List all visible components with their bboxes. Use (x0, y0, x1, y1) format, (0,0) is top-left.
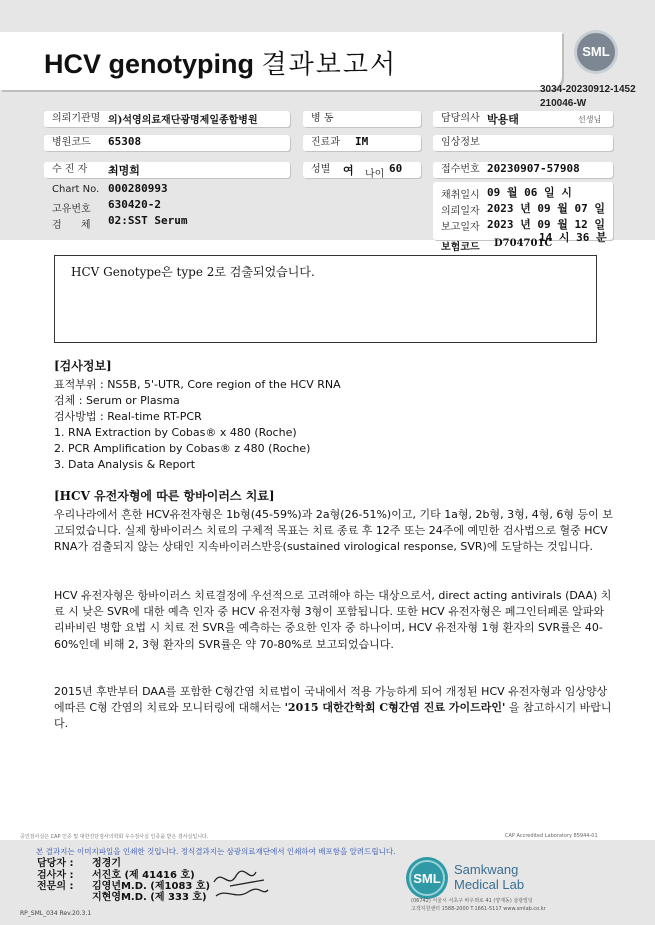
staff-value: 지현영M.D. (제 333 호) (92, 892, 207, 903)
unique-no-value: 630420-2 (108, 198, 161, 211)
department-label: 진료과 (311, 137, 340, 148)
doctor-value: 박용태 (487, 113, 519, 126)
hospital-code-value: 65308 (108, 135, 142, 148)
collection-date-value: 09 월 06 일 시 (487, 186, 572, 199)
receipt-no-value: 20230907-57908 (487, 162, 580, 175)
hospital-code-box (44, 135, 290, 151)
test-info-line: 1. RNA Extraction by Cobas® x 480 (Roche) (54, 426, 297, 439)
staff-label: 담당자 : (37, 858, 74, 869)
receipt-no-label: 접수번호 (441, 164, 480, 175)
clinical-info-label: 임상정보 (441, 137, 480, 148)
result-text: HCV Genotype은 type 2로 검출되었습니다. (71, 265, 315, 279)
ward-box (303, 111, 421, 127)
sex-label: 성별 (311, 164, 331, 175)
form-id: RP_SML_034 Rev.20.3.1 (20, 910, 92, 917)
test-info-line: 표적부위 : NS5B, 5'-UTR, Core region of the HCV RNA (54, 378, 341, 391)
guideline-reference: '2015 대한간학회 C형간염 진료 가이드라인' (284, 701, 506, 715)
staff-value: 서진호 (제 41416 호) (92, 870, 195, 881)
treatment-paragraph-3-a: 2015년 후반부터 DAA를 포함한 C형간염 치료법이 국내에서 적용 가능하게 되어 개정된 HCV 유전자형과 임상양상에따른 C형 간염의 치료와 모니터링에 대해서는 (54, 685, 608, 715)
lab-address: (06742) 서울시 서초구 바우뫼로 41 (양재동) 삼광빌딩 (411, 898, 533, 904)
svg-text:SML: SML (413, 871, 441, 886)
test-info-line: 검사방법 : Real-time RT-PCR (54, 410, 202, 423)
chart-no-label: Chart No. (52, 184, 100, 195)
footer-notice: 본 결과지는 이미지파일을 인쇄한 것입니다. 정식결과지는 삼광의료재단에서 인쇄하여 배포함을 알려드립니다. (36, 847, 396, 856)
report-number-line1: 3034-20230912-1452 (540, 84, 636, 95)
doctor-label: 담당의사 (441, 113, 480, 124)
chart-no-value: 000280993 (108, 182, 168, 195)
report-title (44, 44, 397, 81)
collection-date-label: 채취일시 (441, 190, 480, 201)
examinee-label: 수 진 자 (52, 164, 88, 175)
request-date-value: 2023 년 09 월 07 일 (487, 202, 605, 215)
specimen-value: 02:SST Serum (108, 214, 188, 227)
report-number (540, 83, 636, 111)
test-info-line: 2. PCR Amplification by Cobas® z 480 (Roche) (54, 442, 311, 455)
signature-mark (210, 862, 272, 902)
staff-label: 검사자 : (37, 870, 74, 881)
lab-phone: 고객지원센터 1588-2000 T.1661-5117 www.smlab.co.kr (411, 906, 546, 912)
specimen-label: 검 체 (52, 220, 99, 231)
test-info-line: 검체 : Serum or Plasma (54, 394, 180, 407)
insurance-code-value: D704701C (494, 238, 553, 249)
lab-name-line1: Samkwang (454, 862, 519, 877)
test-info-title: [검사정보] (54, 359, 112, 373)
report-title-ko: 결과보고서 (261, 50, 398, 80)
treatment-paragraph-1: 우리나라에서 흔한 HCV유전자형은 1b형(45-59%)과 2a형(26-51%)이고, 기타 1a형, 2b형, 3형, 4형, 6형 등이 보고되었습니다. 실제 항바이러스 치료의 구체적 목표는 치료 종료 후 12주 또는 24주에 예민한 검사법으로 혈중 HCV RNA가 검출되지 않는 상태인 지속바이러스반응(sustained virological response, SVR)에 도달하는 것입니다. (54, 508, 613, 554)
cap-accreditation: CAP Accredited Laboratory 85944-01 (505, 833, 598, 839)
sex-age-box (303, 162, 421, 178)
treatment-paragraph-3-c: 을 참고하시기 바랍니다. (54, 701, 612, 731)
clinical-info-box (433, 135, 613, 151)
sex-value: 여 (343, 164, 354, 177)
examinee-box (44, 162, 290, 178)
staff-value: 김영년M.D. (제1083 호) (92, 881, 211, 892)
report-time-value: 14 시 36 분 (539, 231, 607, 244)
result-box (54, 255, 597, 343)
age-label: 나이 (365, 169, 385, 180)
department-value: IM (355, 135, 369, 148)
sml-lab-logo-icon (405, 856, 449, 900)
report-title-en: HCV genotyping (44, 49, 254, 79)
report-number-line2: 210046-W (540, 98, 587, 109)
ward-label: 병 동 (311, 113, 334, 124)
lab-name (454, 862, 524, 892)
report-date-label: 보고일자 (441, 222, 480, 233)
treatment-title: [HCV 유전자형에 따른 항바이러스 치료] (54, 489, 275, 503)
test-info-line: 3. Data Analysis & Report (54, 458, 196, 471)
request-date-label: 의뢰일자 (441, 206, 480, 217)
report-date-value: 2023 년 09 월 12 일 (487, 218, 605, 231)
lab-name-line2: Medical Lab (454, 877, 525, 892)
sml-logo (574, 30, 618, 74)
staff-label: 전문의 : (37, 881, 74, 892)
age-value: 60 (389, 162, 403, 175)
sml-logo-text: SML (582, 44, 610, 59)
insurance-code-label: 보험코드 (441, 242, 480, 253)
staff-value: 정경기 (92, 858, 121, 869)
institution-value: 의)석영의료재단광명제일종합병원 (108, 115, 258, 126)
examinee-value: 최명희 (108, 164, 140, 177)
institution-label: 의뢰기관명 (52, 113, 101, 124)
doctor-suffix: 선생님 (578, 115, 602, 124)
treatment-paragraph-2: HCV 유전자형은 항바이러스 치료결정에 우선적으로 고려해야 하는 대상으로서, direct acting antivirals (DAA) 치료 시 낮은 SVR에 대한 예측 인자 중 HCV 유전자형 3형이 포함됩니다. 또한 HCV 유전자형은 페그인터페론 알파와 리바비린 병합 요법 시 치료 전 SVR을 예측하는 중요한 인자 중 하나이며, HCV 유전자형 1형 환자의 SVR률은 40-60%인데 비해 2, 3형 환자의 SVR률은 약 70-80%로 보고되었습니다. (54, 589, 612, 651)
unique-no-label: 고유번호 (52, 204, 91, 215)
treatment-paragraph-3 (54, 684, 614, 733)
hospital-code-label: 병원코드 (52, 137, 91, 148)
footer-fine-print: 공인검사실은 CAP 인증 및 대한진단검사의학회 우수검사실 인증을 받은 검사실입니다. (20, 834, 209, 840)
